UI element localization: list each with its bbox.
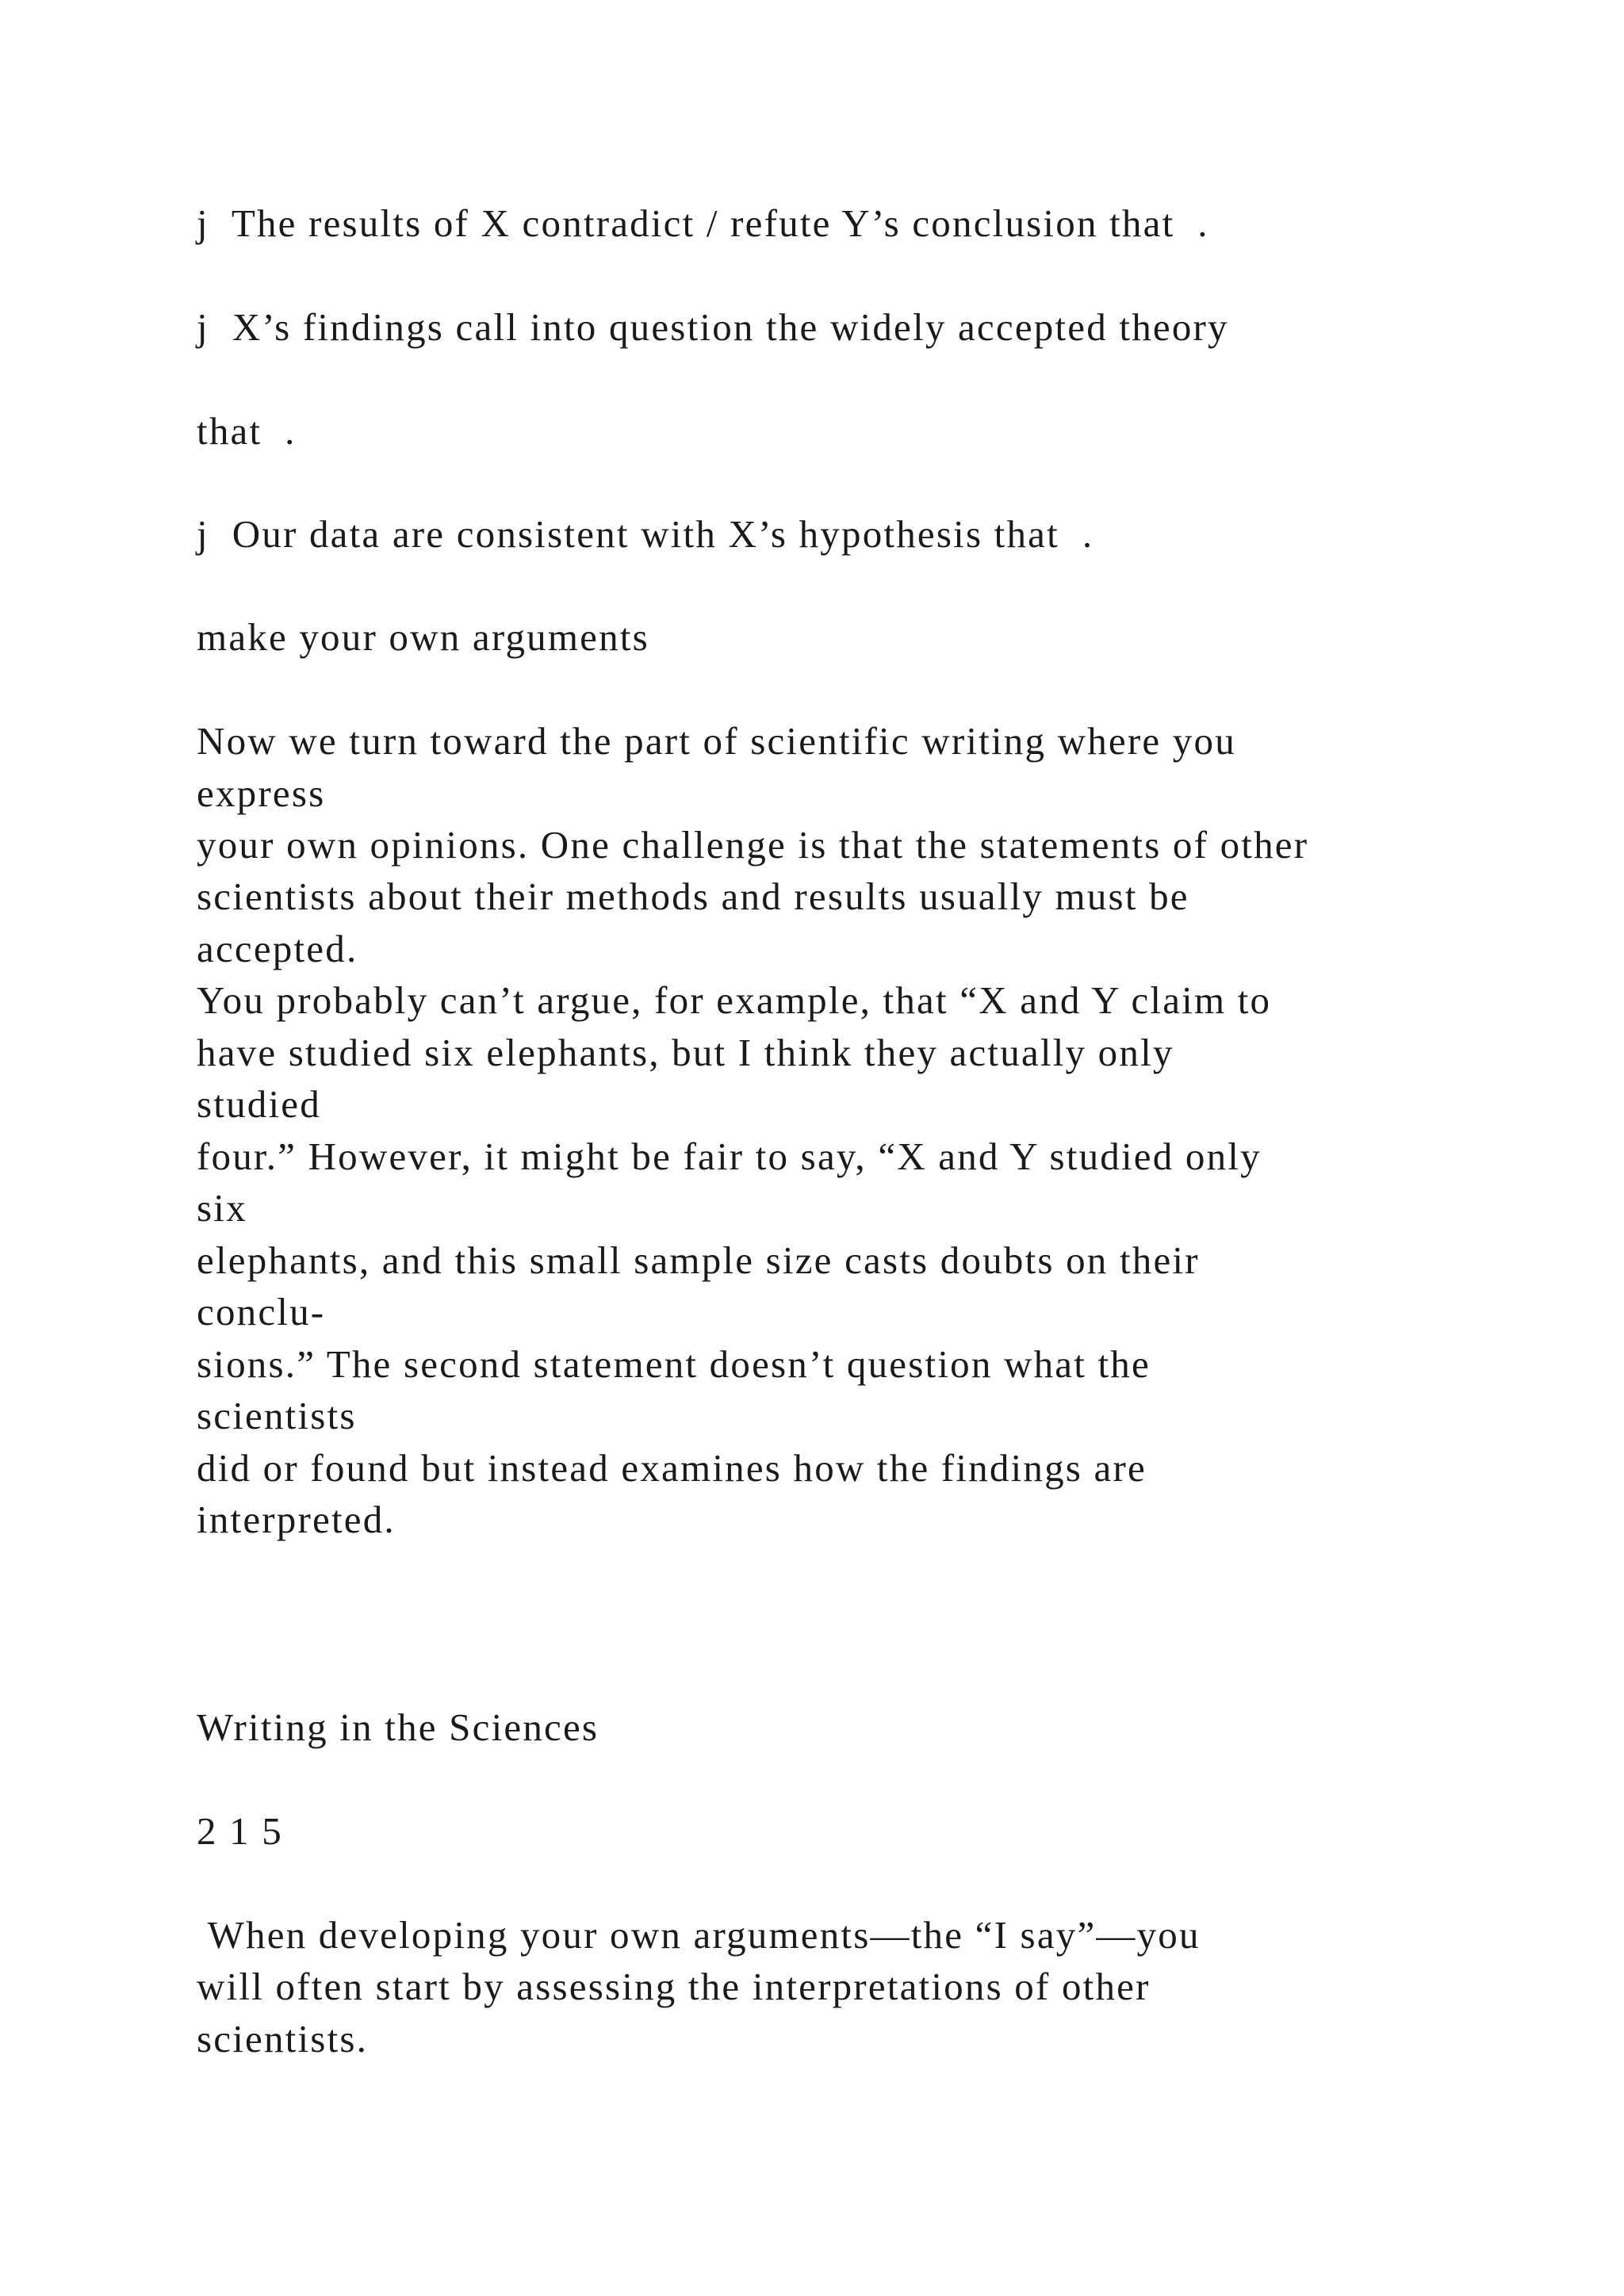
paragraph-line: elephants, and this small sample size casts doubts on their [197, 1238, 1200, 1282]
paragraph-line: scientists about their methods and results usually must be [197, 874, 1189, 918]
template-sentence-consistent: j Our data are consistent with X’s hypothesis that . [197, 512, 1094, 556]
paragraph-line: express [197, 771, 326, 815]
paragraph-line: accepted. [197, 927, 358, 970]
paragraph-line: sions.” The second statement doesn’t question what the [197, 1342, 1151, 1386]
paragraph-line: You probably can’t argue, for example, that “X and Y claim to [197, 978, 1272, 1022]
paragraph-line: did or found but instead examines how the findings are [197, 1446, 1147, 1490]
paragraph-line: four.” However, it might be fair to say, “X and Y studied only [197, 1135, 1262, 1178]
page-number: 2 1 5 [197, 1809, 283, 1853]
template-sentence-call-into-question-continued: that . [197, 409, 297, 453]
template-sentence-call-into-question: j X’s findings call into question the widely accepted theory [197, 305, 1229, 349]
paragraph-line: studied [197, 1082, 321, 1126]
paragraph-line: scientists. [197, 2017, 369, 2061]
paragraph-line: six [197, 1186, 247, 1230]
paragraph-line: your own opinions. One challenge is that the statements of other [197, 823, 1309, 867]
paragraph-line: scientists [197, 1394, 357, 1437]
paragraph-line: interpreted. [197, 1498, 396, 1541]
paragraph-line: When developing your own arguments—the “I say”—you [197, 1913, 1201, 1957]
paragraph-line: will often start by assessing the interpretations of other [197, 1965, 1151, 2008]
paragraph-line: conclu- [197, 1290, 326, 1334]
template-sentence-contradict: j The results of X contradict / refute Y’s conclusion that . [197, 201, 1209, 245]
section-heading: make your own arguments [197, 615, 649, 659]
paragraph-line: Now we turn toward the part of scientific writing where you [197, 719, 1236, 763]
paragraph-line: have studied six elephants, but I think they actually only [197, 1031, 1174, 1074]
running-header: Writing in the Sciences [197, 1705, 599, 1749]
